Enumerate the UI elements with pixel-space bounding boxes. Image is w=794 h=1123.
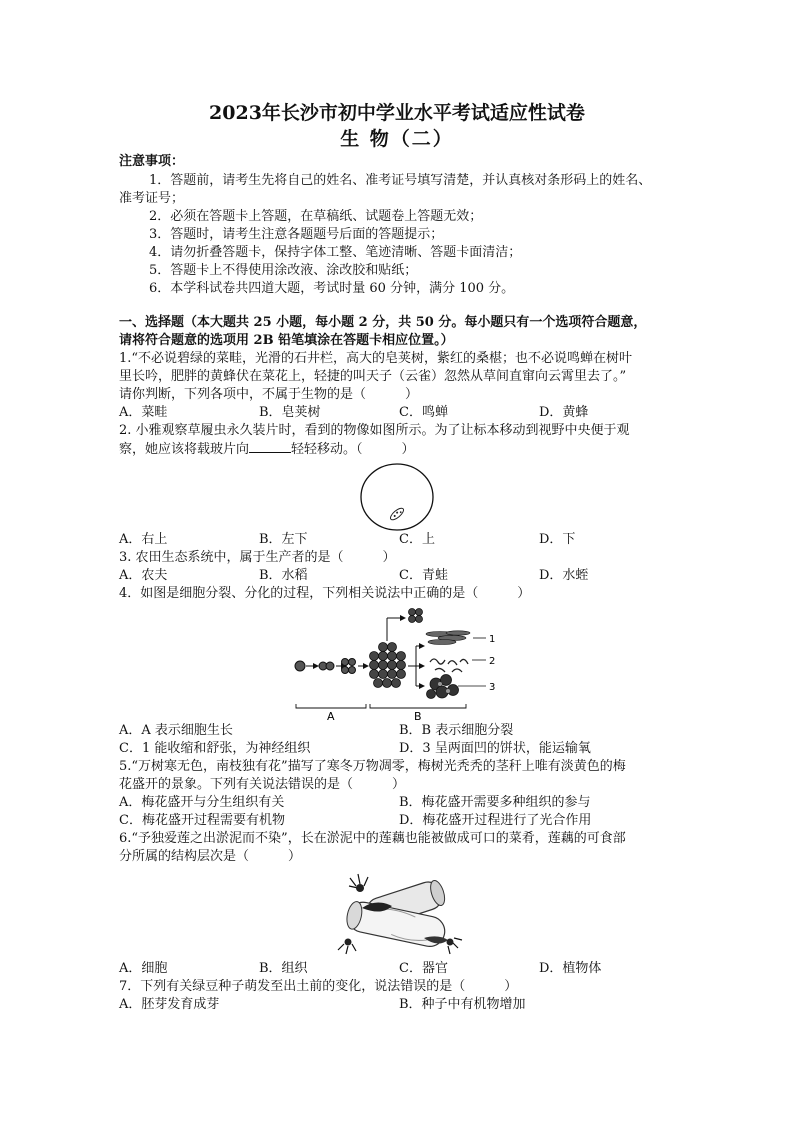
option-a: A．胚芽发育成芽 [119,997,220,1012]
option-d: D．下 [539,532,576,547]
question-text: 花盛开的景象。下列有关说法错误的是（ ） [119,777,406,792]
option-d: D．梅花盛开过程进行了光合作用 [399,813,592,828]
figure-label-1: 1 [489,634,496,645]
question-text: 1.“不必说碧绿的菜畦，光滑的石井栏，高大的皂荚树，紫红的桑椹；也不必说鸣蝉在树叶 [119,351,633,366]
exam-subtitle: 生 物（二） [340,128,454,150]
question-text: 7．下列有关绿豆种子萌发至出土前的变化，说法错误的是（ ） [119,979,518,994]
question-text: 2. 小雅观察草履虫永久装片时，看到的物像如图所示。为了让标本移动到视野中央便于观 [119,423,630,438]
note-item: 5．答题卡上不得使用涂改液、涂改胶和贴纸； [149,263,418,278]
figure-label-a: A [327,710,335,722]
cell-division-figure [290,604,500,722]
option-c: C．1 能收缩和舒张，为神经组织 [119,741,311,756]
question-text-part: 察，她应该将载玻片向 [119,442,250,457]
option-c: C．上 [399,532,435,547]
option-b: B．皂荚树 [259,405,321,420]
option-b: B．组织 [259,961,308,976]
note-item: 4．请勿折叠答题卡，保持字体工整、笔迹清晰、答题卡面清洁； [149,245,522,260]
option-d: D．水蛭 [539,568,589,583]
section-heading: 请将符合题意的选项用 2B 铅笔填涂在答题卡相应位置。） [119,333,454,348]
note-item: 3．答题时，请考生注意各题题号后面的答题提示； [149,227,444,242]
option-c: C．梅花盛开过程需要有机物 [119,813,285,828]
option-a: A．农夫 [119,568,168,583]
note-item: 2．必须在答题卡上答题，在草稿纸、试题卷上答题无效； [149,209,483,224]
note-item: 准考证号； [119,191,185,206]
question-text: 4．如图是细胞分裂、分化的过程，下列相关说法中正确的是（ ） [119,586,531,601]
option-c: C．器官 [399,961,448,976]
notes-heading: 注意事项： [119,154,185,169]
option-b: B．B 表示细胞分裂 [399,723,514,738]
microscope-field-figure [359,462,435,532]
option-a: A．菜畦 [119,405,168,420]
figure-label-3: 3 [489,682,496,693]
question-text [119,440,415,459]
question-text-part: 轻轻移动。（ ） [291,442,415,457]
option-a: A．细胞 [119,961,168,976]
option-b: B．左下 [259,532,308,547]
answer-blank [249,440,291,453]
option-b: B．梅花盛开需要多种组织的参与 [399,795,591,810]
question-text: 里长吟，肥胖的黄蜂伏在菜花上，轻捷的叫天子（云雀）忽然从草间直窜向云霄里去了。” [119,369,627,384]
option-a: A．右上 [119,532,168,547]
section-heading: 一、选择题（本大题共 25 小题，每小题 2 分，共 50 分。每小题只有一个选项符合题意， [119,315,647,330]
figure-label-b: B [414,710,422,722]
figure-label-2: 2 [489,656,496,667]
option-c: C．鸣蝉 [399,405,448,420]
question-text: 分所属的结构层次是（ ） [119,849,302,864]
option-b: B．水稻 [259,568,308,583]
note-item: 6．本学科试卷共四道大题，考试时量 60 分钟，满分 100 分。 [149,281,515,296]
note-item: 1．答题前，请考生先将自己的姓名、准考证号填写清楚，并认真核对条形码上的姓名、 [149,173,652,188]
exam-title: 2023年长沙市初中学业水平考试适应性试卷 [209,102,585,124]
question-text: 5.“万树寒无色，南枝独有花”描写了寒冬万物凋零，梅树光秃秃的茎秆上唯有淡黄色的梅 [119,759,626,774]
option-d: D．植物体 [539,961,602,976]
option-a: A．梅花盛开与分生组织有关 [119,795,285,810]
option-b: B．种子中有机物增加 [399,997,526,1012]
option-d: D．黄蜂 [539,405,589,420]
question-text: 请你判断，下列各项中，不属于生物的是（ ） [119,387,419,402]
lotus-root-figure [334,866,466,956]
question-text: 6.“予独爱莲之出淤泥而不染”，长在淤泥中的莲藕也能被做成可口的菜肴，莲藕的可食部 [119,831,626,846]
question-text: 3. 农田生态系统中，属于生产者的是（ ） [119,550,396,565]
option-d: D．3 呈两面凹的饼状，能运输氧 [399,741,591,756]
option-c: C．青蛙 [399,568,448,583]
option-a: A．A 表示细胞生长 [119,723,233,738]
